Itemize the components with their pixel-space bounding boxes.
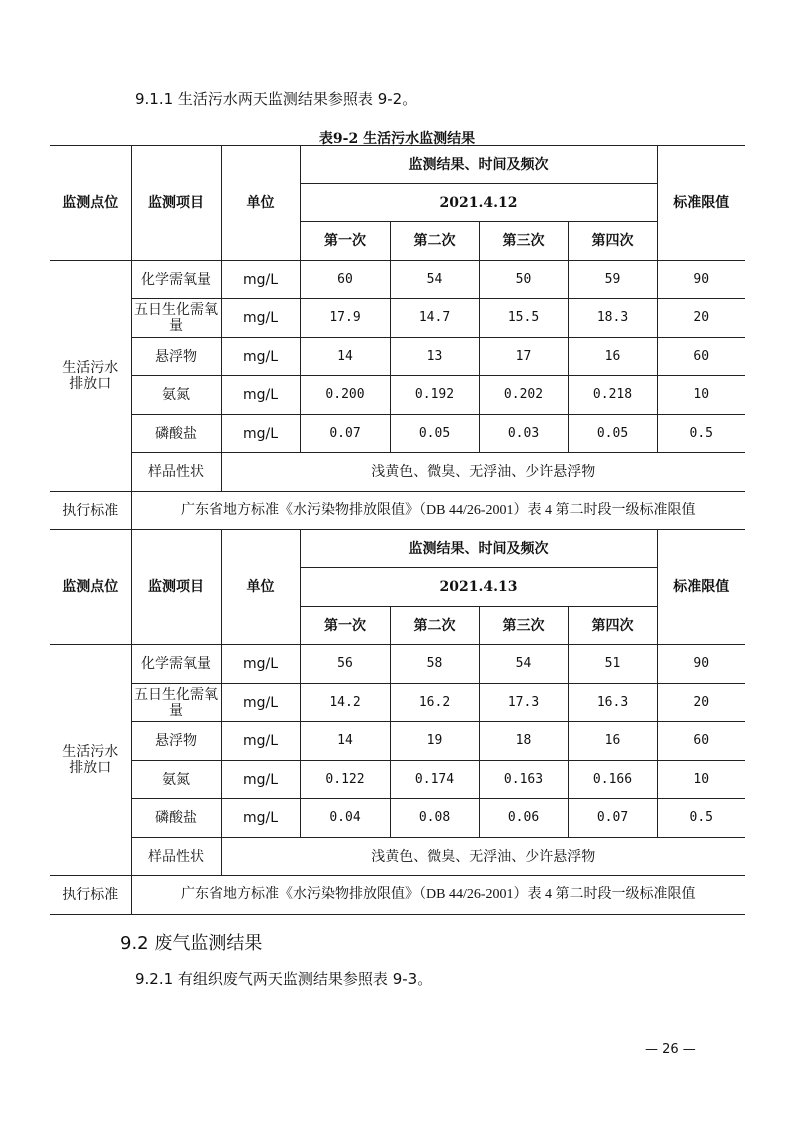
value-cell: 16 <box>568 338 657 376</box>
table-row <box>50 261 745 299</box>
limit-cell: 20 <box>657 684 745 722</box>
value-cell: 17.3 <box>479 684 568 722</box>
header-unit: 单位 <box>221 530 300 645</box>
value-cell: 14.2 <box>300 684 390 722</box>
value-cell: 59 <box>568 261 657 299</box>
value-cell: 0.04 <box>300 799 390 838</box>
header-round: 第二次 <box>390 607 479 645</box>
header-unit: 单位 <box>221 146 300 261</box>
location-cell <box>50 261 131 492</box>
value-cell: 0.08 <box>390 799 479 838</box>
unit-cell: mg/L <box>221 338 300 376</box>
unit-cell: mg/L <box>221 761 300 799</box>
header-item: 监测项目 <box>131 146 221 261</box>
section-intro: 9.2.1 有组织废气两天监测结果参照表 9-3。 <box>135 970 433 988</box>
value-cell: 0.218 <box>568 376 657 415</box>
item-cell: 悬浮物 <box>131 338 221 376</box>
value-cell: 15.5 <box>479 299 568 338</box>
section-heading: 9.2 废气监测结果 <box>120 933 263 954</box>
value-cell: 56 <box>300 645 390 684</box>
sample-row <box>50 453 745 492</box>
unit-cell: mg/L <box>221 376 300 415</box>
limit-cell: 0.5 <box>657 799 745 838</box>
standard-row <box>50 492 745 530</box>
table-row <box>50 338 745 376</box>
unit-cell: mg/L <box>221 799 300 838</box>
value-cell: 0.03 <box>479 415 568 453</box>
header-round: 第三次 <box>479 607 568 645</box>
unit-cell: mg/L <box>221 645 300 684</box>
value-cell: 51 <box>568 645 657 684</box>
standard-label: 执行标准 <box>50 876 131 915</box>
sample-label: 样品性状 <box>131 453 221 492</box>
value-cell: 0.06 <box>479 799 568 838</box>
standard-row <box>50 876 745 915</box>
value-cell: 13 <box>390 338 479 376</box>
table-row <box>50 645 745 684</box>
value-cell: 16.3 <box>568 684 657 722</box>
value-cell: 19 <box>390 722 479 761</box>
header-round: 第二次 <box>390 222 479 261</box>
table-row <box>50 299 745 338</box>
header-round: 第一次 <box>300 222 390 261</box>
location-cell <box>50 645 131 876</box>
limit-cell: 90 <box>657 645 745 684</box>
header-round: 第四次 <box>568 607 657 645</box>
value-cell: 54 <box>390 261 479 299</box>
header-date: 2021.4.12 <box>300 184 657 222</box>
value-cell: 0.174 <box>390 761 479 799</box>
limit-cell: 60 <box>657 722 745 761</box>
table-caption: 表9-2 生活污水监测结果 <box>318 131 476 147</box>
header-limit: 标准限值 <box>657 146 745 261</box>
value-cell: 0.166 <box>568 761 657 799</box>
sample-label: 样品性状 <box>131 838 221 876</box>
item-cell: 化学需氧量 <box>131 261 221 299</box>
value-cell: 0.07 <box>300 415 390 453</box>
value-cell: 0.05 <box>568 415 657 453</box>
sample-value: 浅黄色、微臭、无浮油、少许悬浮物 <box>221 838 745 876</box>
header-item: 监测项目 <box>131 530 221 645</box>
table-header-row <box>50 530 745 568</box>
unit-cell: mg/L <box>221 261 300 299</box>
header-location: 监测点位 <box>50 146 131 261</box>
table-row <box>50 684 745 722</box>
table-row <box>50 799 745 838</box>
sample-row <box>50 838 745 876</box>
limit-cell: 20 <box>657 299 745 338</box>
limit-cell: 0.5 <box>657 415 745 453</box>
unit-cell: mg/L <box>221 684 300 722</box>
table-row <box>50 415 745 453</box>
item-cell: 磷酸盐 <box>131 799 221 838</box>
page-number: — 26 — <box>645 1042 696 1057</box>
item-cell: 氨氮 <box>131 761 221 799</box>
sample-value: 浅黄色、微臭、无浮油、少许悬浮物 <box>221 453 745 492</box>
value-cell: 0.05 <box>390 415 479 453</box>
monitoring-table <box>50 145 745 915</box>
value-cell: 0.202 <box>479 376 568 415</box>
limit-cell: 60 <box>657 338 745 376</box>
header-round: 第四次 <box>568 222 657 261</box>
value-cell: 14.7 <box>390 299 479 338</box>
header-round: 第三次 <box>479 222 568 261</box>
value-cell: 14 <box>300 338 390 376</box>
item-cell: 氨氮 <box>131 376 221 415</box>
item-cell: 磷酸盐 <box>131 415 221 453</box>
value-cell: 18.3 <box>568 299 657 338</box>
location-line: 排放口 <box>69 760 112 776</box>
limit-cell: 10 <box>657 376 745 415</box>
value-cell: 17.9 <box>300 299 390 338</box>
header-group: 监测结果、时间及频次 <box>300 146 657 184</box>
value-cell: 50 <box>479 261 568 299</box>
header-group: 监测结果、时间及频次 <box>300 530 657 568</box>
value-cell: 54 <box>479 645 568 684</box>
value-cell: 17 <box>479 338 568 376</box>
value-cell: 0.192 <box>390 376 479 415</box>
item-cell: 化学需氧量 <box>131 645 221 684</box>
table-row <box>50 761 745 799</box>
unit-cell: mg/L <box>221 299 300 338</box>
table-header-row <box>50 146 745 184</box>
table-row <box>50 722 745 761</box>
location-line: 生活污水 <box>62 744 119 760</box>
location-line: 排放口 <box>69 376 112 392</box>
unit-cell: mg/L <box>221 415 300 453</box>
item-cell: 五日生化需氧量 <box>131 299 221 338</box>
header-location: 监测点位 <box>50 530 131 645</box>
value-cell: 0.122 <box>300 761 390 799</box>
value-cell: 60 <box>300 261 390 299</box>
value-cell: 0.07 <box>568 799 657 838</box>
limit-cell: 10 <box>657 761 745 799</box>
intro-paragraph: 9.1.1 生活污水两天监测结果参照表 9-2。 <box>135 90 418 108</box>
table-row <box>50 376 745 415</box>
standard-label: 执行标准 <box>50 492 131 530</box>
value-cell: 18 <box>479 722 568 761</box>
value-cell: 58 <box>390 645 479 684</box>
header-round: 第一次 <box>300 607 390 645</box>
standard-value: 广东省地方标准《水污染物排放限值》（DB 44/26-2001）表 4 第二时段一级标准限值 <box>131 492 745 530</box>
standard-value: 广东省地方标准《水污染物排放限值》（DB 44/26-2001）表 4 第二时段一级标准限值 <box>131 876 745 915</box>
item-cell: 五日生化需氧量 <box>131 684 221 722</box>
header-limit: 标准限值 <box>657 530 745 645</box>
location-line: 生活污水 <box>62 360 119 376</box>
item-cell: 悬浮物 <box>131 722 221 761</box>
header-date: 2021.4.13 <box>300 568 657 607</box>
value-cell: 0.200 <box>300 376 390 415</box>
value-cell: 14 <box>300 722 390 761</box>
value-cell: 16.2 <box>390 684 479 722</box>
value-cell: 16 <box>568 722 657 761</box>
limit-cell: 90 <box>657 261 745 299</box>
unit-cell: mg/L <box>221 722 300 761</box>
value-cell: 0.163 <box>479 761 568 799</box>
